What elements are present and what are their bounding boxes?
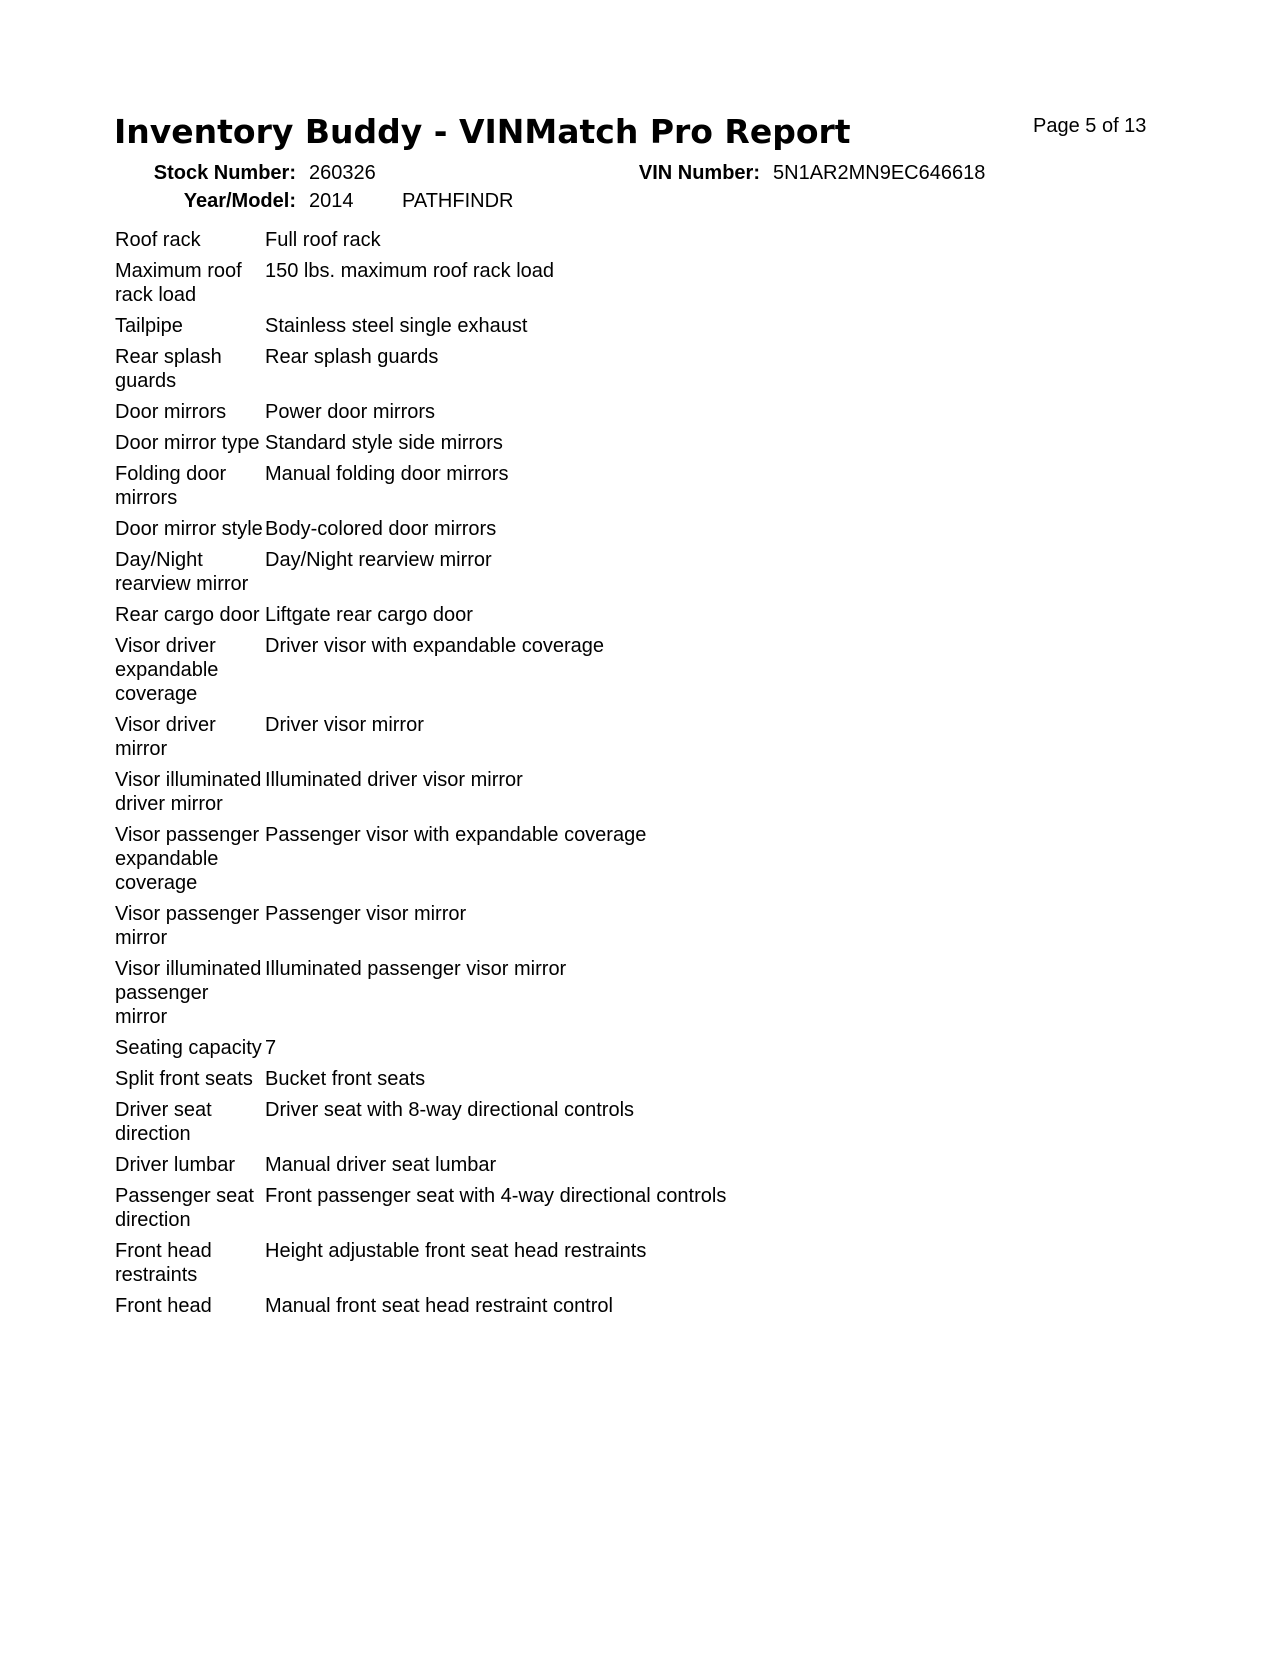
spec-value: Illuminated passenger visor mirror bbox=[265, 958, 567, 980]
spec-row bbox=[115, 1294, 965, 1325]
spec-row bbox=[115, 634, 965, 713]
spec-row bbox=[115, 259, 965, 314]
spec-value: Manual driver seat lumbar bbox=[265, 1154, 497, 1176]
spec-name: Folding door mirrors bbox=[115, 463, 227, 509]
spec-value: Passenger visor with expandable coverage bbox=[265, 824, 647, 846]
spec-table-body bbox=[115, 228, 965, 1325]
spec-value: Stainless steel single exhaust bbox=[265, 315, 528, 337]
vin-number-label: VIN Number: bbox=[638, 162, 760, 184]
spec-name: Visor driver mirror bbox=[115, 714, 216, 760]
spec-name: Driver seat direction bbox=[115, 1099, 212, 1145]
spec-name: Front head restraints bbox=[115, 1240, 212, 1286]
spec-value: Driver visor mirror bbox=[265, 714, 424, 736]
spec-name: Maximum roof rack load bbox=[115, 260, 242, 306]
spec-row bbox=[115, 1036, 965, 1067]
spec-name: Visor illuminated passenger mirror bbox=[115, 958, 262, 1028]
spec-name: Seating capacity bbox=[115, 1037, 262, 1059]
spec-row bbox=[115, 431, 965, 462]
spec-value: Driver visor with expandable coverage bbox=[265, 635, 605, 657]
spec-name: Front head bbox=[115, 1295, 212, 1317]
spec-row bbox=[115, 1239, 965, 1294]
spec-name: Visor passenger mirror bbox=[115, 903, 260, 949]
stock-number-value: 260326 bbox=[309, 162, 376, 184]
spec-name: Rear cargo door bbox=[115, 604, 260, 626]
spec-value: 150 lbs. maximum roof rack load bbox=[265, 260, 555, 282]
spec-row bbox=[115, 768, 965, 823]
spec-value: Driver seat with 8-way directional controls bbox=[265, 1099, 635, 1121]
spec-row bbox=[115, 517, 965, 548]
spec-name: Door mirror style bbox=[115, 518, 263, 540]
spec-row bbox=[115, 400, 965, 431]
spec-value: Height adjustable front seat head restraints bbox=[265, 1240, 647, 1262]
spec-name: Passenger seat direction bbox=[115, 1185, 254, 1231]
spec-table bbox=[115, 228, 965, 1325]
spec-name: Door mirrors bbox=[115, 401, 227, 423]
spec-row bbox=[115, 1184, 965, 1239]
spec-name: Tailpipe bbox=[115, 315, 183, 337]
year-model-label: Year/Model: bbox=[183, 190, 296, 212]
spec-name: Driver lumbar bbox=[115, 1154, 236, 1176]
spec-name: Visor driver expandable coverage bbox=[115, 635, 219, 705]
spec-row bbox=[115, 1153, 965, 1184]
spec-row bbox=[115, 462, 965, 517]
spec-name: Visor illuminated driver mirror bbox=[115, 769, 262, 815]
spec-name: Rear splash guards bbox=[115, 346, 222, 392]
spec-name: Split front seats bbox=[115, 1068, 253, 1090]
spec-value: Manual front seat head restraint control bbox=[265, 1295, 613, 1317]
spec-value: Power door mirrors bbox=[265, 401, 436, 423]
spec-name: Roof rack bbox=[115, 229, 201, 251]
spec-value: Liftgate rear cargo door bbox=[265, 604, 473, 626]
page-number: Page 5 of 13 bbox=[1033, 115, 1147, 137]
year-value: 2014 bbox=[309, 190, 354, 212]
spec-value: Manual folding door mirrors bbox=[265, 463, 509, 485]
spec-name: Door mirror type bbox=[115, 432, 260, 454]
spec-name: Visor passenger expandable coverage bbox=[115, 824, 260, 894]
spec-row bbox=[115, 603, 965, 634]
spec-row bbox=[115, 548, 965, 603]
model-value: PATHFINDR bbox=[402, 190, 514, 212]
spec-value: Standard style side mirrors bbox=[265, 432, 503, 454]
spec-value: Body-colored door mirrors bbox=[265, 518, 497, 540]
stock-number-label: Stock Number: bbox=[153, 162, 296, 184]
spec-value: Passenger visor mirror bbox=[265, 903, 467, 925]
spec-row bbox=[115, 228, 965, 259]
spec-value: 7 bbox=[265, 1037, 277, 1059]
spec-row bbox=[115, 713, 965, 768]
spec-value: Front passenger seat with 4-way directional controls bbox=[265, 1185, 727, 1207]
spec-row bbox=[115, 345, 965, 400]
spec-row bbox=[115, 1067, 965, 1098]
spec-value: Day/Night rearview mirror bbox=[265, 549, 492, 571]
spec-row bbox=[115, 957, 965, 1036]
spec-value: Rear splash guards bbox=[265, 346, 439, 368]
report-title: Inventory Buddy - VINMatch Pro Report bbox=[114, 112, 851, 151]
spec-name: Day/Night rearview mirror bbox=[115, 549, 249, 595]
spec-row bbox=[115, 902, 965, 957]
spec-row bbox=[115, 314, 965, 345]
spec-value: Full roof rack bbox=[265, 229, 381, 251]
spec-value: Bucket front seats bbox=[265, 1068, 426, 1090]
spec-row bbox=[115, 1098, 965, 1153]
spec-value: Illuminated driver visor mirror bbox=[265, 769, 523, 791]
spec-row bbox=[115, 823, 965, 902]
vin-number-value: 5N1AR2MN9EC646618 bbox=[773, 162, 986, 184]
